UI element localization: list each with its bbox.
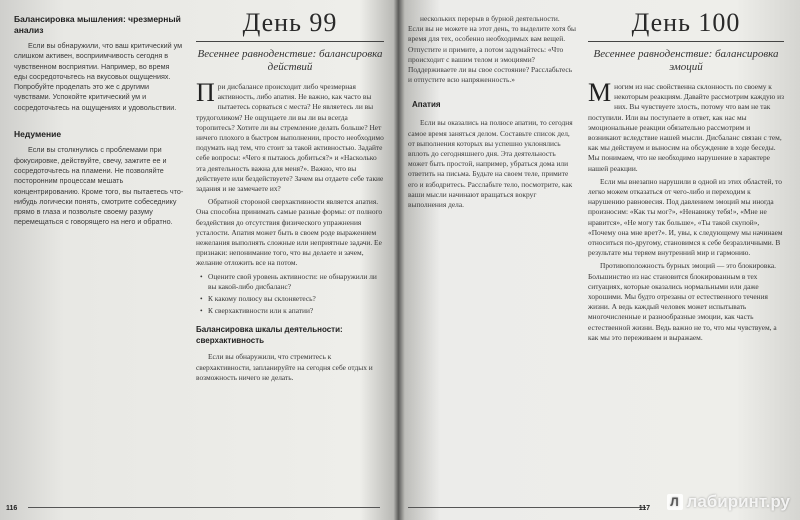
footer-rule	[408, 507, 646, 508]
site-watermark	[667, 492, 790, 512]
day-subtitle: Весеннее равноденствие: балансировка эмоций	[593, 48, 779, 73]
body-paragraph: Если вы обнаружили, что стремитесь к сверхактивности, запланируйте на сегодня себе отдых и возможность ничего не делать.	[196, 352, 373, 382]
section-heading: Балансировка шкалы деятельности: сверхактивность	[196, 325, 343, 346]
watermark-logo-icon: Л	[667, 494, 683, 510]
day-100-column	[588, 8, 784, 346]
bullet-item: • К сверхактивности или к апатии?	[200, 306, 314, 316]
drop-cap: П	[196, 78, 215, 107]
day-title: День 99	[196, 8, 384, 42]
page-number: 117	[638, 505, 650, 512]
sidebar-heading: Балансировка мышления: чрезмерный анализ	[14, 14, 181, 35]
day-subtitle: Весеннее равноденствие: балансировка действий	[197, 48, 383, 73]
body-paragraph: При дисбалансе происходит либо чрезмерная активность, либо апатия. Не важно, как часто вы пытаетесь сорваться с места? Не являетесь ли вы трудоголиком? Не ощущаете ли вы ли вы всегда торопитесь? Хотите ли вы стремление делать больше? Нет ничего плохого в быстром выполнении, просто необходимо подумать над тем, что стоит за такой активностью. Задайте себе вопросы: «Чего я пытаюсь добиться?» и «Насколько эта деятельность важна для меня?». Важно, что вы действуете или бездействуете? Зачем вы отдаете себе такие задания и не замечаете их?	[196, 78, 384, 194]
sidebar-paragraph: Если вы столкнулись с проблемами при фокусировке, действуйте, свечу, зажгите ее и сосредоточьтесь на пламени. Не позволяйте посторонним процессам мешать концентрированию. Кроме того, вы пытаетесь что-нибудь логически понять, смотрите собеседнику прямо в глаза и позвольте своему разуму перемещаться с говорящего на него и обратно.	[14, 145, 184, 227]
section-heading: Апатия	[412, 100, 441, 110]
right-page	[404, 0, 800, 520]
sidebar-column	[14, 14, 184, 232]
day-title: День 100	[588, 8, 784, 42]
sidebar-subheading: Недумение	[14, 129, 62, 140]
body-paragraph: Обратной стороной сверхактивности является апатия. Она способна принимать самые разные формы: от полного бездействия до отсутствия физического упражнения усталости. Апатия может быть в своем роде выражением нежелания выполнять сложные или неприятные задачи. Ее признаки: непонимание того, что вы делаете и зачем, желание отложить все на потом.	[196, 197, 383, 268]
watermark-text: лабиринт.ру	[686, 492, 790, 511]
bullet-item: • Оцените свой уровень активности: не обнаружили ли вы какой-либо дисбаланс?	[200, 271, 377, 291]
sidebar-paragraph: Если вы обнаружили, что ваш критический ум слишком активен, восприимчивость сегодня в чувственном восприятии. Например, во время еды сосредоточьтесь на вкусовых ощущениях. Попробуйте проделать это же с другими чувствами. Успокойте критический ум и сосредоточьтесь на ощущениях и удовольствии.	[14, 41, 183, 112]
day-body	[588, 78, 784, 343]
page-number: 116	[6, 505, 18, 512]
left-page	[0, 0, 392, 520]
day-body	[196, 78, 384, 383]
footer-rule	[28, 507, 380, 508]
body-paragraph: Противоположность бурных эмоций — это блокировка. Большинство из нас становится блокированным в тех ситуациях, которые оказались нормальными или даже хорошими. Мы будто отрезаны от естественного течения жизни. А ведь каждый человек может испытывать многочисленные и разнообразные эмоции, как часть естественной жизни. Ведь важно не то, что мы чувствуем, а как мы это переживаем и выражаем.	[588, 261, 777, 342]
drop-cap: М	[588, 78, 612, 107]
continued-column	[408, 14, 576, 213]
day-99-column	[196, 8, 384, 386]
body-paragraph: нескольких перерыв в бурной деятельности. Если вы не можете на этот день, то выделите хотя бы время для тех, особенно необходимых вам вещей. Отпустите и примите, а потом задумайтесь: «Что происходит с вашим телом и эмоциями? Поддерживаете ли вы свое состояние? Расслабьтесь и отпустите всю напряженность.»	[408, 14, 576, 85]
body-paragraph: Многим из нас свойственна склонность по своему к некоторым реакциям. Давайте рассмотрим каждую из них. Вы чувствуете злость, потому что вам не так поступили. Или вы поступаете в ответ, как нас мы эмоциональные реакции обязательно рассмотрим и возникают вследствие нашей мысли. Дисбаланс связан с тем, как мы действуем и выносим на обсуждение в ходе беседы. Мы понимаем, что не необходимо нарушение в характере нашей реакции.	[588, 78, 784, 173]
body-paragraph: Если мы внезапно нарушили в одной из этих областей, то легко можем отказаться от чего-либо и переходим к нарушению равновесия. Под давлением эмоций мы иногда произносим: «Как ты мог?», «Ненавижу тебя!», «Мне не нравится», «Не могу так больше», «Ты такой скупой», «Почему она мне врет?». И, увы, к следующему мы начинаем относиться по-другому, становимся к себе безразличными. В результате мы теряем внутренний мир и гармонию.	[588, 176, 783, 258]
bullet-item: • К какому полюсу вы склоняетесь?	[200, 294, 316, 304]
body-paragraph: Если вы оказались на полюсе апатии, то сегодня самое время заняться делом. Составьте список дел, от выполнения которых вы успешно уклонялись вплоть до сегодняшнего дня. Эта деятельность может быть простой, например, убраться дома или ответить на письма. Будьте на своем теле, примите его и взбодритесь. Расслабьте тело, посмотрите, как ваши мысли начинают вращаться вокруг выполнения дела.	[408, 118, 573, 210]
